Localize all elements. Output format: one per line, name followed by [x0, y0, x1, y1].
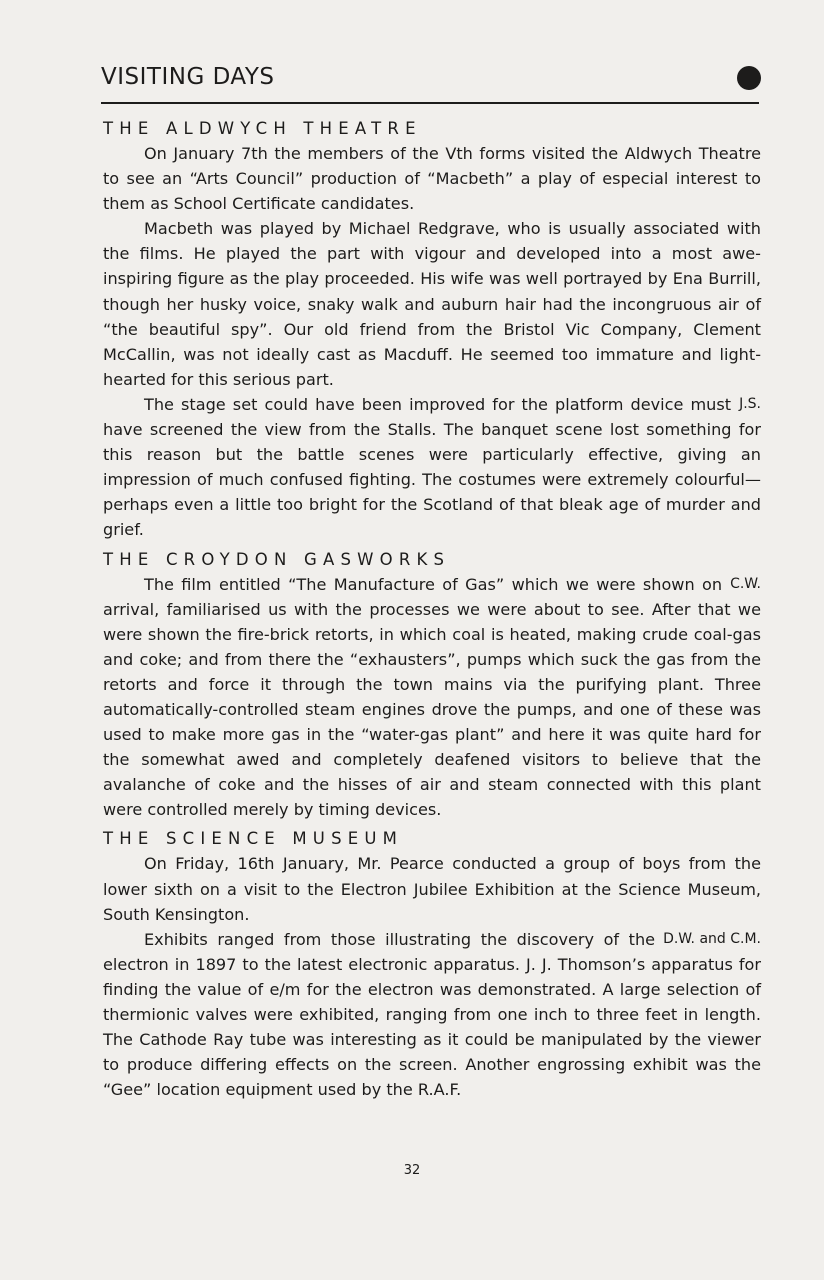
page-title: VISITING DAYS [101, 64, 275, 90]
section-title: THE CROYDON GASWORKS [103, 549, 451, 569]
signature: J.S. [739, 395, 761, 412]
paragraph [103, 927, 761, 1103]
section-title: THE SCIENCE MUSEUM [103, 829, 404, 849]
paragraph: Macbeth was played by Michael Redgrave, who is usually associated with the films. He played the part with vigour and developed into a most awe-inspiring figure as the play proceeded. His wife was well portrayed by Ena Burrill, though her husky voice, snaky walk and auburn hair had the incongruous air of “the beautiful spy”. Our old friend from the Bristol Vic Company, Clement McCallin, was not ideally cast as Macduff. He seemed too immature and light-hearted for this serious part. [103, 219, 761, 389]
signature: D.W. and C.M. [663, 930, 761, 947]
article-body [103, 116, 761, 1102]
section-science-museum [103, 826, 761, 1102]
bullet-dot-icon [737, 66, 761, 90]
paragraph-text: Exhibits ranged from those illustrating the discovery of the electron in 1897 to the latest electronic apparatus. J. J. Thomson’s apparatus for finding the value of e/m for the electron was demonstrated. A large selection of thermionic valves were exhibited, ranging from one inch to three feet in length. The Cathode Ray tube was interesting as it could be manipulated by the viewer to produce differing effects on the screen. Another engrossing exhibit was the “Gee” location equipment used by the R.A.F. [103, 929, 761, 1100]
page-number: 32 [403, 1163, 421, 1178]
paragraph: On January 7th the members of the Vth forms visited the Aldwych Theatre to see an “Arts Council” production of “Macbeth” a play of especial interest to them as School Certificate candidates. [103, 144, 761, 214]
section-croydon-gasworks [103, 547, 761, 823]
paragraph: On Friday, 16th January, Mr. Pearce conducted a group of boys from the lower sixth on a visit to the Electron Jubilee Exhibition at the Science Museum, South Kensington. [103, 854, 761, 924]
paragraph [103, 572, 761, 823]
paragraph-text: The film entitled “The Manufacture of Gas” which we were shown on arrival, familiarised us with the processes we were about to see. After that we were shown the fire-brick retorts, in which coal is heated, making crude coal-gas and coke; and from there the “exhausters”, pumps which suck the gas from the retorts and force it through the town mains via the purifying plant. Three automatically-controlled steam engines drove the pumps, and one of these was used to make more gas in the “water-gas plant” and here it was quite hard for the somewhat awed and completely deafened visitors to believe that the avalanche of coke and the hisses of air and steam connected with this plant were controlled merely by timing devices. [103, 574, 761, 820]
paragraph [103, 392, 761, 543]
signature: C.W. [730, 575, 761, 592]
page-header [101, 62, 759, 104]
section-title: THE ALDWYCH THEATRE [103, 119, 422, 138]
paragraph-text: The stage set could have been improved for the platform device must have screened the view from the Stalls. The banquet scene lost something for this reason but the battle scenes were particularly effective, giving an impression of much confused fighting. The costumes were extremely colourful—perhaps even a little too bright for the Scotland of that bleak age of murder and grief. [103, 394, 761, 540]
section-aldwych-theatre [103, 116, 761, 543]
